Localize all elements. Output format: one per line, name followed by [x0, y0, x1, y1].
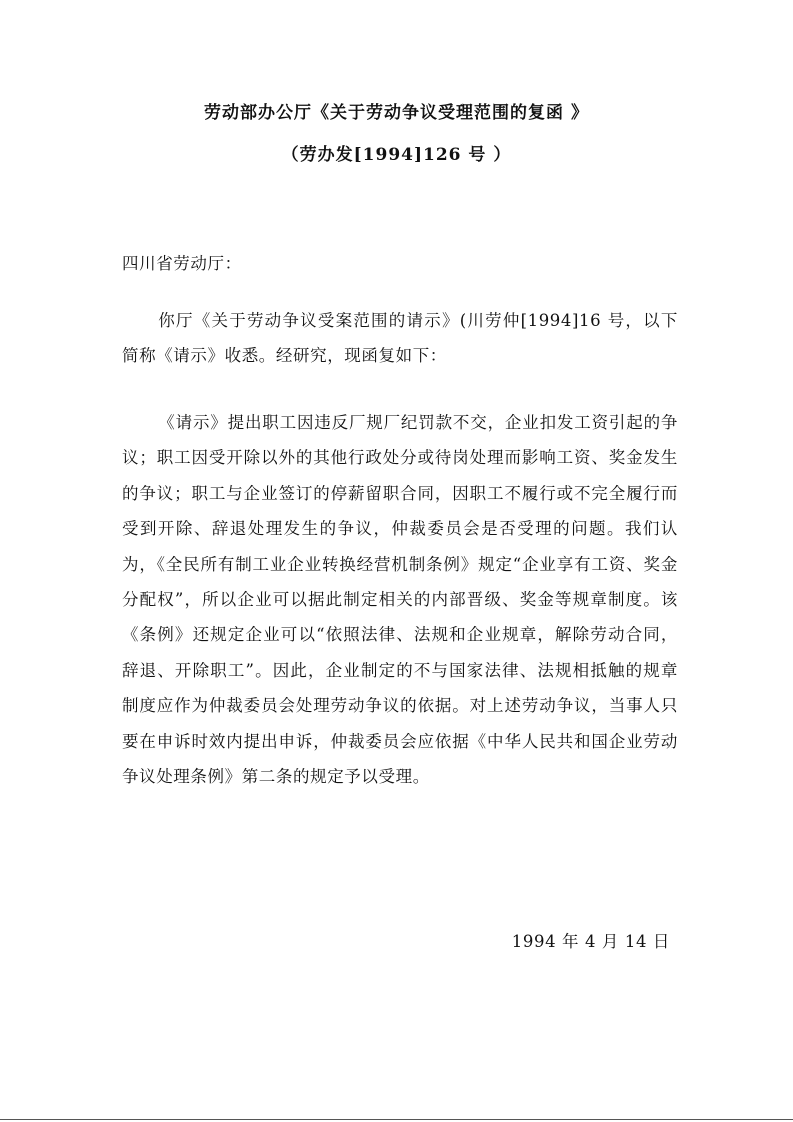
paragraph-main: 《请示》提出职工因违反厂规厂纪罚款不交，企业扣发工资引起的争议；职工因受开除以外的其他行政处分或待岗处理而影响工资、奖金发生的争议；职工与企业签订的停薪留职合同，因职工不履行或不完全履行而受到开除、辞退处理发生的争议，仲裁委员会是否受理的问题。我们认为，《全民所有制工业企业转换经营机制条例》规定“企业享有工资、奖金分配权”，所以企业可以据此制定相关的内部晋级、奖金等规章制度。该《条例》还规定企业可以“依照法律、法规和企业规章，解除劳动合同，辞退、开除职工”。因此，企业制定的不与国家法律、法规相抵触的规章制度应作为仲裁委员会处理劳动争议的依据。对上述劳动争议，当事人只要在申诉时效内提出申诉，仲裁委员会应依据《中华人民共和国企业劳动争议处理条例》第二条的规定予以受理。 — [122, 413, 678, 787]
salutation: 四川省劳动厅： — [122, 254, 242, 273]
document-title: 劳动部办公厅《关于劳动争议受理范围的复函 》 — [204, 103, 589, 123]
paragraph-intro: 你厅《关于劳动争议受案范围的请示》(川劳仲[1994]16 号，以下简称《请示》收悉。经研究，现函复如下： — [122, 311, 678, 366]
page-bottom-divider — [0, 1119, 793, 1120]
document-number: （劳办发[1994]126 号 ） — [281, 145, 512, 165]
document-date: 1994 年 4 月 14 日 — [511, 932, 670, 951]
